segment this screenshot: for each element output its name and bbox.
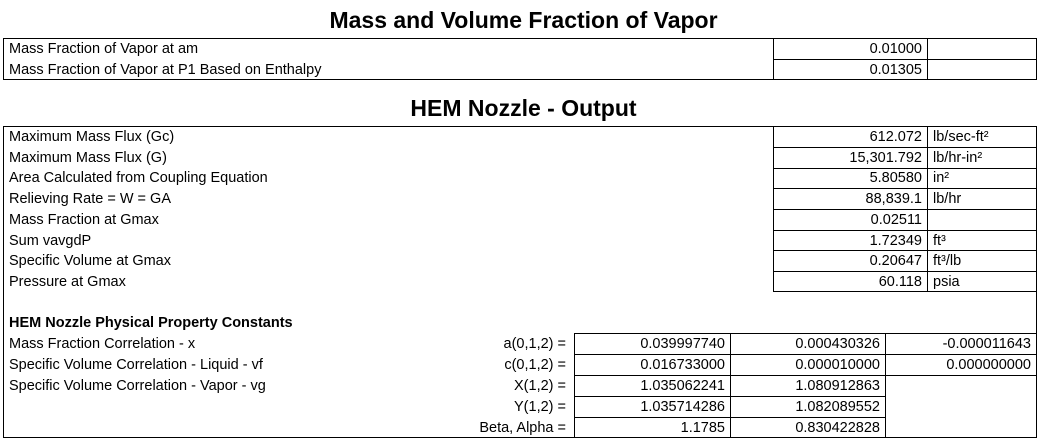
output-row-value: 5.80580 [869,170,922,186]
constants-row-key: a(0,1,2) = [503,336,566,352]
vapor-row-unit [928,60,933,80]
output-row-label: Sum vavgdP [9,233,92,249]
output-row-unit: psia [933,274,960,290]
output-row-value: 60.118 [878,274,922,290]
output-section-title: HEM Nozzle - Output [410,95,637,121]
constants-value-2: 1.082089552 [795,399,880,415]
constants-row-key: Y(1,2) = [514,399,566,415]
output-row-unit: ft³/lb [933,253,962,269]
constants-value-1: 0.039997740 [640,336,725,352]
constants-value-2: 0.830422828 [795,420,880,436]
constants-value-1: 0.016733000 [640,357,725,373]
output-row-label: Maximum Mass Flux (Gc) [9,129,175,145]
output-row-unit: lb/hr [933,191,962,207]
constants-value-1: 1.1785 [680,420,725,436]
constants-value-1: 1.035062241 [640,378,725,394]
output-row-value: 0.02511 [870,212,922,228]
output-row-label: Maximum Mass Flux (G) [9,150,167,166]
constants-value-2: 1.080912863 [795,378,880,394]
constants-row-key: X(1,2) = [514,378,566,394]
constants-value-3: 0.000000000 [946,357,1031,373]
constants-row-label: Specific Volume Correlation - Liquid - vf [9,357,263,373]
output-row-label: Relieving Rate = W = GA [9,191,171,207]
constants-row-label: Specific Volume Correlation - Vapor - vg [9,378,266,394]
output-row-label: Specific Volume at Gmax [9,253,171,269]
output-row-label: Mass Fraction at Gmax [9,212,159,228]
vapor-row-label: Mass Fraction of Vapor at am [9,41,199,57]
output-row-value: 15,301.792 [849,150,922,166]
vapor-row-value: 0.01000 [869,41,922,57]
constants-value-2: 0.000430326 [795,336,880,352]
constants-value-2: 0.000010000 [795,357,880,373]
constants-row-key: c(0,1,2) = [504,357,566,373]
output-row-value: 0.20647 [869,253,922,269]
constants-row-label: Mass Fraction Correlation - x [9,336,196,352]
vapor-section-title: Mass and Volume Fraction of Vapor [329,7,718,33]
constants-heading: HEM Nozzle Physical Property Constants [9,315,293,331]
constants-value-1: 1.035714286 [640,399,725,415]
output-row-unit: ft³ [933,233,946,249]
vapor-row-value: 0.01305 [869,62,922,78]
output-row-value: 88,839.1 [865,191,922,207]
output-row-label: Pressure at Gmax [9,274,126,290]
vapor-row-label: Mass Fraction of Vapor at P1 Based on Enthalpy [9,62,322,78]
output-row-unit: in² [933,170,950,186]
output-row-unit [928,210,933,230]
output-row-value: 612.072 [869,129,922,145]
output-row-unit: lb/hr-in² [933,150,983,166]
constants-value-3: -0.000011643 [942,336,1031,352]
output-row-label: Area Calculated from Coupling Equation [9,170,268,186]
output-row-value: 1.72349 [869,233,922,249]
vapor-row-unit [928,39,933,59]
output-row-unit: lb/sec-ft² [933,129,989,145]
constants-row-key: Beta, Alpha = [479,420,566,436]
